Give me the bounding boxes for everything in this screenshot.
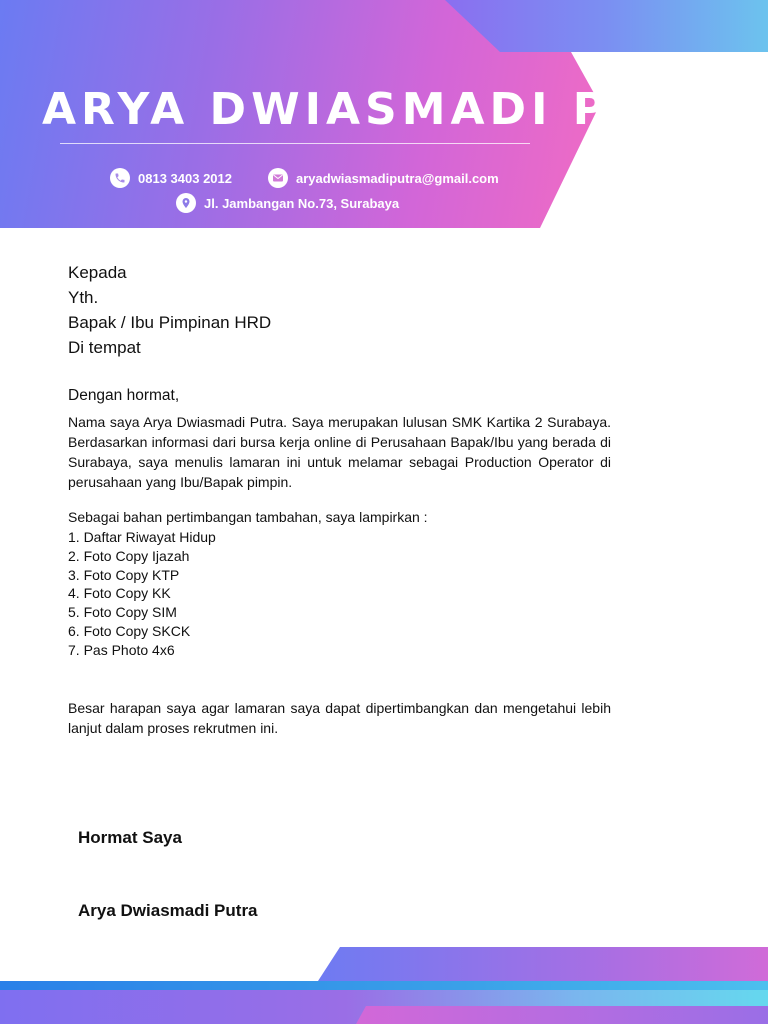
phone-icon [110, 168, 130, 188]
attachments-intro: Sebagai bahan pertimbangan tambahan, saya lampirkan : [68, 509, 428, 525]
location-pin-icon [176, 193, 196, 213]
contact-phone [110, 168, 232, 188]
header-divider [60, 143, 530, 144]
attachment-item: 6. Foto Copy SKCK [68, 622, 191, 639]
header-accent-strip [445, 0, 768, 52]
recipient-line: Yth. [68, 288, 99, 307]
salutation: Dengan hormat, [68, 387, 180, 404]
recipient-line: Kepada [68, 263, 127, 282]
recipient-line: Di tempat [68, 338, 141, 357]
closing-phrase: Hormat Saya [78, 828, 182, 847]
address-text: Jl. Jambangan No.73, Surabaya [204, 195, 400, 211]
recipient-block [68, 260, 271, 360]
footer-accent-wedge [318, 947, 768, 981]
recipient-line: Bapak / Ibu Pimpinan HRD [68, 313, 272, 332]
applicant-name: ARYA DWIASMADI PUTRA [42, 84, 764, 135]
contact-address [176, 193, 399, 213]
email-text: aryadwiasmadiputra@gmail.com [296, 170, 499, 186]
mail-icon [268, 168, 288, 188]
attachment-item: 4. Foto Copy KK [68, 585, 171, 602]
footer-pink-strip [356, 1006, 768, 1024]
attachment-item: 1. Daftar Riwayat Hidup [68, 529, 216, 545]
contact-email [268, 168, 499, 188]
attachment-item: 5. Foto Copy SIM [68, 604, 177, 621]
footer-blue-stripe [0, 981, 768, 990]
attachment-item: 7. Pas Photo 4x6 [68, 641, 175, 658]
closing-paragraph: Besar harapan saya agar lamaran saya dapat dipertimbangkan dan mengetahui lebih lanjut dalam proses rekrutmen ini. [68, 700, 611, 736]
attachments-list [68, 528, 216, 660]
attachment-item: 3. Foto Copy KTP [68, 566, 180, 583]
attachment-item: 2. Foto Copy Ijazah [68, 547, 190, 564]
intro-paragraph: Nama saya Arya Dwiasmadi Putra. Saya merupakan lulusan SMK Kartika 2 Surabaya. Berdasarkan informasi dari bursa kerja online di Perusahaan Bapak/Ibu yang berada di Surabaya, saya menulis lamaran ini untuk melamar sebagai Production Operator di perusahaan yang Ibu/Bapak pimpin. [68, 414, 611, 490]
phone-text: 0813 3403 2012 [138, 170, 232, 186]
signer-name: Arya Dwiasmadi Putra [78, 901, 258, 920]
